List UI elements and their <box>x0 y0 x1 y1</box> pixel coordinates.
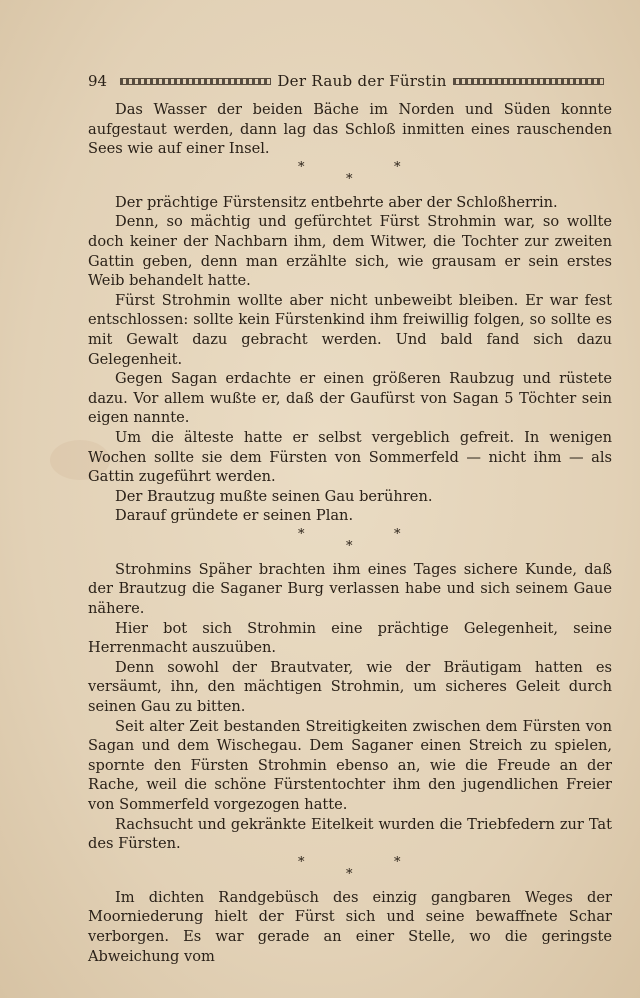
separator-star: * <box>394 526 401 542</box>
separator-star: * <box>346 171 353 187</box>
paragraph-1: Das Wasser der beiden Bäche im Norden und Süden konnte aufgestaut werden, dann lag das Schloß inmitten eines rauschenden Sees wie auf einer Insel. <box>88 101 612 158</box>
separator-star: * <box>346 538 353 554</box>
paragraph-4: Fürst Strohmin wollte aber nicht unbeweibt bleiben. Er war fest entschlossen: sollte kein Fürstenkind ihm freiwillig folgen, so sollte es mit Gewalt dazu gebracht werden. Und bald fand sich dazu Gelegenheit. <box>88 291 612 368</box>
page-number: 94 <box>88 72 108 90</box>
paragraph-10: Hier bot sich Strohmin eine prächtige Gelegenheit, seine Herrenmacht auszuüben. <box>88 619 612 657</box>
separator-star: * <box>394 854 401 870</box>
paragraph-5: Gegen Sagan erdachte er einen größeren Raubzug und rüstete dazu. Vor allem wußte er, daß der Gaufürst von Sagan 5 Töchter sein eigen nannte. <box>88 370 612 427</box>
paragraph-9: Strohmins Späher brachten ihm eines Tages sichere Kunde, daß der Brautzug die Saganer Burg verlassen habe und sich seinem Gaue nähere. <box>88 560 612 618</box>
paragraph-11: Denn sowohl der Brautvater, wie der Bräutigam hatten es versäumt, ihn, den mächtigen Strohmin, um sicheres Geleit durch seinen Gau zu bitten. <box>88 658 612 716</box>
separator-star: * <box>394 159 401 175</box>
paragraph-7: Der Brautzug mußte seinen Gau berühren. <box>115 487 433 505</box>
section-separator <box>88 159 612 193</box>
paragraph-8: Darauf gründete er seinen Plan. <box>115 507 354 525</box>
paragraph-2: Der prächtige Fürstensitz entbehrte aber der Schloßherrin. <box>115 193 558 211</box>
header-ornament-right <box>453 78 604 85</box>
paragraph-12: Seit alter Zeit bestanden Streitigkeiten zwischen dem Fürsten von Sagan und dem Wischegau. Dem Saganer einen Streich zu spielen, spornte den Fürsten Strohmin ebenso an, wie die Freude an der Rache, weil die schöne Fürstentochter ihm den jugendlichen Freier von Sommerfeld vorgezogen hatte. <box>88 717 612 813</box>
section-separator <box>88 526 612 560</box>
separator-star: * <box>298 159 305 175</box>
running-title: Der Raub der Fürstin <box>277 72 447 90</box>
paragraph-3: Denn, so mächtig und gefürchtet Fürst Strohmin war, so wollte doch keiner der Nachbarn ihm, dem Witwer, die Tochter zur zweiten Gattin geben, denn man erzählte sich, wie grausam er sein erstes Weib behandelt hatte. <box>88 213 612 290</box>
header-ornament-left <box>120 78 271 85</box>
page-header <box>88 70 610 92</box>
separator-star: * <box>298 854 305 870</box>
paragraph-14: Im dichten Randgebüsch des einzig gangbaren Weges der Moorniederung hielt der Fürst sich und seine bewaffnete Schar verborgen. Es war gerade an einer Stelle, wo die geringste Abweichung vom <box>88 888 612 965</box>
separator-star: * <box>346 866 353 882</box>
section-separator <box>88 854 612 888</box>
separator-star: * <box>298 526 305 542</box>
paragraph-6: Um die älteste hatte er selbst vergeblich gefreit. In wenigen Wochen sollte sie dem Fürsten von Sommerfeld — nicht ihm — als Gattin zugeführt werden. <box>88 428 612 486</box>
paragraph-13: Rachsucht und gekränkte Eitelkeit wurden die Triebfedern zur Tat des Fürsten. <box>88 815 612 853</box>
page-body <box>88 100 612 966</box>
